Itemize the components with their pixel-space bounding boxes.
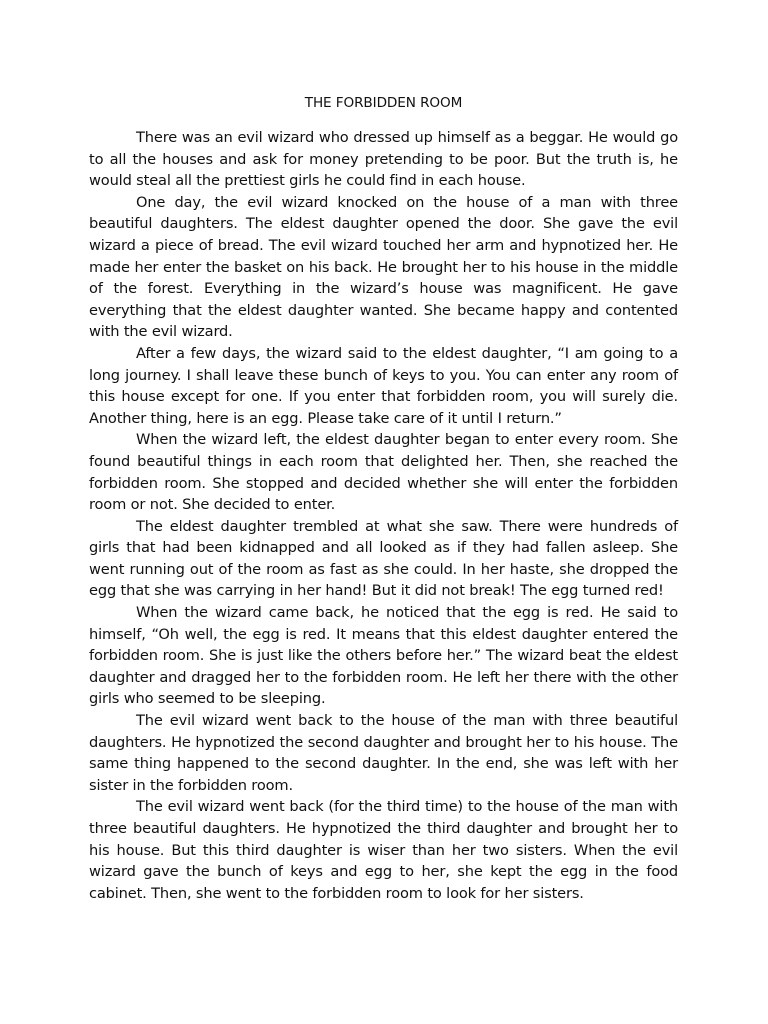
document-title: THE FORBIDDEN ROOM xyxy=(304,95,463,111)
paragraph-1: There was an evil wizard who dressed up himself as a beggar. He would go to all the houses and ask for money pretending to be poor. But the truth is, he would steal all the prettiest girls he could find in each house. xyxy=(89,129,678,190)
paragraph-3: After a few days, the wizard said to the eldest daughter, “I am going to a long journey. I shall leave these bunch of keys to you. You can enter any room of this house except for one. If you enter that forbidden room, you will surely die. Another thing, here is an egg. Please take care of it until I return.” xyxy=(89,344,678,427)
paragraph-8: The evil wizard went back (for the third time) to the house of the man with three beautiful daughters. He hypnotized the third daughter and brought her to his house. But this third daughter is wiser than her two sisters. When the evil wizard gave the bunch of keys and egg to her, she kept the egg in the food cabinet. Then, she went to the forbidden room to look for her sisters. xyxy=(89,798,678,902)
paragraph-2: One day, the evil wizard knocked on the house of a man with three beautiful daughters. The eldest daughter opened the door. She gave the evil wizard a piece of bread. The evil wizard touched her arm and hypnotized her. He made her enter the basket on his back. He brought her to his house in the middle of the forest. Everything in the wizard’s house was magnificent. He gave everything that the eldest daughter wanted. She became happy and contented with the evil wizard. xyxy=(89,193,678,341)
document-page xyxy=(89,93,678,904)
paragraph-7: The evil wizard went back to the house of the man with three beautiful daughters. He hypnotized the second daughter and brought her to his house. The same thing happened to the second daughter. In the end, she was left with her sister in the forbidden room. xyxy=(89,712,678,794)
paragraph-5: The eldest daughter trembled at what she saw. There were hundreds of girls that had been kidnapped and all looked as if they had fallen asleep. She went running out of the room as fast as she could. In her haste, she dropped the egg that she was carrying in her hand! But it did not break! The egg turned red! xyxy=(89,517,678,600)
paragraph-4: When the wizard left, the eldest daughter began to enter every room. She found beautiful things in each room that delighted her. Then, she reached the forbidden room. She stopped and decided whether she will enter the forbidden room or not. She decided to enter. xyxy=(89,431,678,514)
paragraph-6: When the wizard came back, he noticed that the egg is red. He said to himself, “Oh well, the egg is red. It means that this eldest daughter entered the forbidden room. She is just like the others before her.” The wizard beat the eldest daughter and dragged her to the forbidden room. He left her there with the other girls who seemed to be sleeping. xyxy=(89,604,678,708)
